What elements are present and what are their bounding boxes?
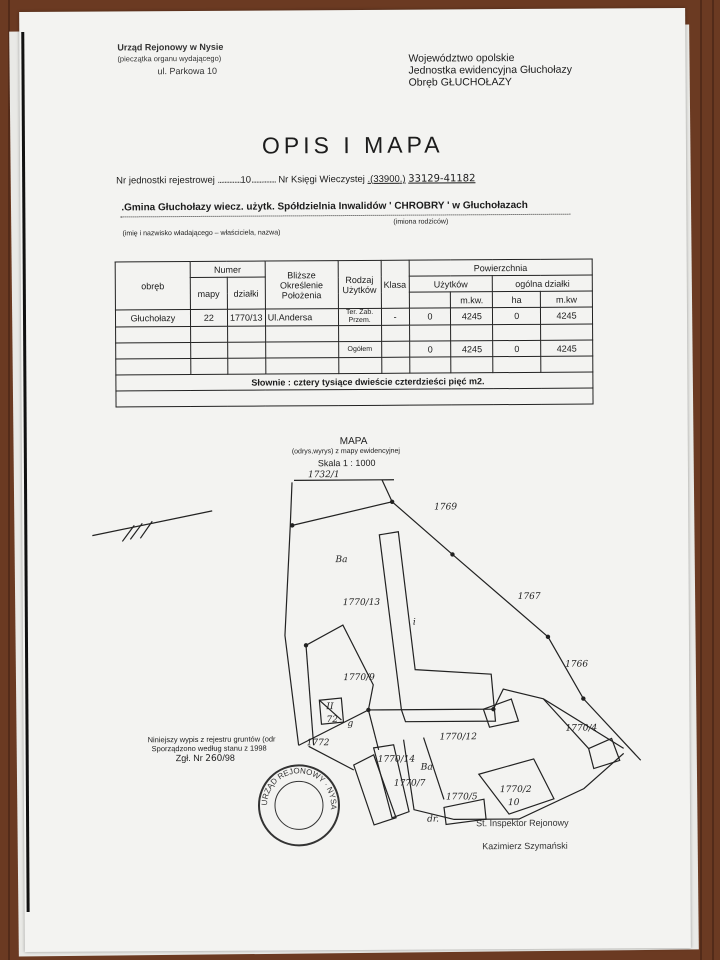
- map-title: MAPA: [339, 435, 368, 448]
- map-label: 1770/7: [393, 778, 426, 789]
- col-header-powierzchnia: Powierzchnia: [409, 259, 593, 276]
- map-label: 1767: [517, 591, 541, 603]
- map-label: 1770/9: [343, 672, 375, 684]
- unit-label: Nr jednostki rejestrowej: [116, 174, 215, 187]
- map-scale: Skala 1 : 1000: [317, 457, 376, 469]
- document-sheet: [19, 8, 691, 952]
- map-label: 1770/5: [445, 792, 478, 803]
- note-line-1: Niniejszy wypis z rejestru gruntów (odr: [147, 734, 276, 745]
- map-label: 1770/14: [377, 754, 416, 765]
- col-header-blizsze: Bliższe Określenie Położenia: [265, 261, 338, 309]
- table-row: Głuchołazy 22 1770/13 Ul.Andersa Ter. Zab. Przem. - 0 4245 0 4245: [115, 307, 592, 327]
- map-label: i: [412, 617, 416, 628]
- note-line-2: Sporządzono według stanu z 1998: [151, 743, 267, 754]
- registry-line: Nr jednostki rejestrowej ..............10............... Nr Księgi Wieczystej .(33900.) 33129-41182: [116, 173, 476, 187]
- inspector-stamp: [476, 804, 569, 853]
- voivodeship-text: Województwo opolskie: [408, 52, 515, 65]
- cadastral-map: [19, 8, 691, 952]
- col-header-o-mkw: m.kw: [540, 291, 592, 307]
- map-label: 1770/4: [565, 723, 598, 734]
- col-header-dzialki: działki: [227, 277, 265, 309]
- col-header-rodzaj: Rodzaj Użytków: [338, 260, 381, 308]
- col-header-klasa: Klasa: [381, 260, 409, 308]
- owner-line: .Gmina Głuchołazy wiecz. użytk. Spółdzielnia Inwalidów ' CHROBRY ' w Głuchołazach: [121, 199, 528, 214]
- precinct-text: Obręb GŁUCHOŁAZY: [408, 76, 512, 89]
- map-label: 1772: [306, 738, 330, 749]
- unit-value: 10: [240, 174, 252, 186]
- col-header-numer: Numer: [190, 261, 265, 277]
- col-header-u-mkw: m.kw.: [451, 292, 493, 308]
- map-label: 1770/12: [439, 732, 477, 743]
- round-stamp: [259, 765, 339, 845]
- inspector-title: St. Inspektor Rejonowy: [476, 817, 569, 829]
- office-stamp-address: ul. Parkowa 10: [157, 65, 218, 77]
- map-label: 1766: [565, 659, 589, 670]
- table-row-words: Słownie : cztery tysiące dwieście czterdzieści pięć m2.: [116, 372, 593, 391]
- map-label: 1770/13: [342, 597, 381, 609]
- map-subtitle: (odrys,wyrys) z mapy ewidencyjnej: [291, 447, 401, 456]
- col-header-obreb: obręb: [115, 262, 190, 310]
- map-label: 1770/2: [499, 784, 532, 796]
- map-label: 1769: [434, 502, 458, 513]
- parents-caption: (imiona rodziców): [393, 218, 449, 226]
- map-label: dr.: [427, 814, 440, 825]
- table-row-total: Ogółem 0 4245 0 4245: [116, 340, 593, 359]
- col-header-ogolna: ogólna działki: [493, 275, 593, 292]
- document-title: OPIS I MAPA: [261, 131, 444, 159]
- office-stamp-caption: (pieczątka organu wydającego): [117, 53, 222, 64]
- map-label: 10: [507, 798, 520, 809]
- map-label: 1732/1: [307, 470, 340, 481]
- map-label: II: [326, 702, 334, 713]
- col-header-o-ha: ha: [493, 291, 541, 307]
- office-stamp-name: Urząd Rejonowy w Nysie: [117, 41, 224, 53]
- map-label: 72: [326, 715, 338, 726]
- kw-value: 33900: [373, 173, 400, 185]
- col-header-mapy: mapy: [190, 277, 227, 309]
- map-label: g: [347, 719, 354, 730]
- map-label: Ba: [420, 762, 433, 773]
- unit-text: Jednostka ewidencyjna Głuchołazy: [408, 63, 572, 77]
- inspector-name: Kazimierz Szymański: [482, 840, 568, 852]
- map-label: Ba: [335, 555, 348, 566]
- note-line-3: Zgł. Nr 260/98: [175, 752, 235, 764]
- svg-text:URZĄD REJONOWY · NYSA: URZĄD REJONOWY · NYSA: [259, 766, 339, 811]
- kw-label: Nr Księgi Wieczystej: [278, 173, 365, 186]
- col-header-uzytkow: Użytków: [409, 276, 493, 293]
- kw-handwritten: 33129-41182: [408, 173, 476, 185]
- owner-caption: (imię i nazwisko władającego – właściciela, nazwa): [122, 229, 281, 238]
